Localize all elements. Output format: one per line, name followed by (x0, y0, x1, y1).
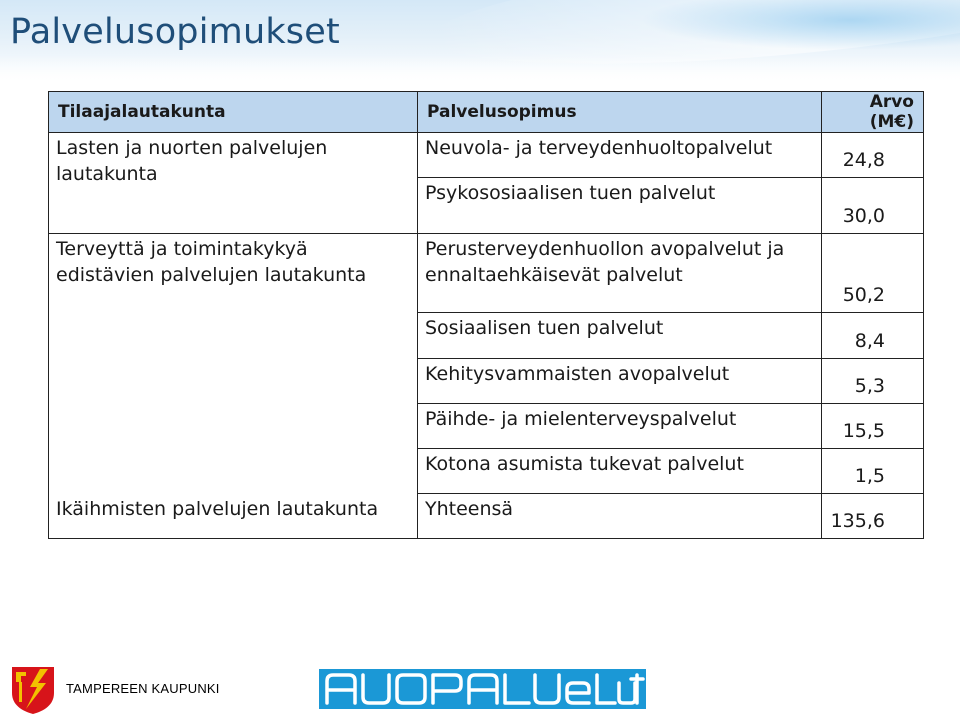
value-cell: 30,0 (822, 178, 924, 234)
contract-cell: Psykososiaalisen tuen palvelut (418, 178, 822, 234)
value-cell: 8,4 (822, 313, 924, 359)
table-row (49, 494, 924, 539)
table-row (49, 133, 924, 178)
value-cell: 15,5 (822, 404, 924, 449)
service-contracts-table (48, 91, 924, 539)
contract-cell: Kotona asumista tukevat palvelut (418, 449, 822, 494)
board-cell: Terveyttä ja toimintakykyä edistävien palvelujen lautakunta (49, 234, 418, 494)
contract-cell: Sosiaalisen tuen palvelut (418, 313, 822, 359)
header-contract: Palvelusopimus (418, 92, 822, 133)
tampere-crest-icon (10, 665, 56, 715)
contract-cell: Perusterveydenhuollon avopalvelut ja ennaltaehkäisevät palvelut (418, 234, 822, 313)
board-cell: Ikäihmisten palvelujen lautakunta (49, 494, 418, 539)
board-cell: Lasten ja nuorten palvelujen lautakunta (49, 133, 418, 234)
city-name: TAMPEREEN KAUPUNKI (66, 681, 220, 696)
contract-cell: Päihde- ja mielenterveyspalvelut (418, 404, 822, 449)
header-value: Arvo (M€) (822, 92, 924, 133)
value-cell: 1,5 (822, 449, 924, 494)
contract-cell: Kehitysvammaisten avopalvelut (418, 359, 822, 404)
table-header-row (49, 92, 924, 133)
contract-cell: Yhteensä (418, 494, 822, 539)
title-fade (0, 55, 960, 82)
avopalvelut-logo (319, 669, 646, 709)
value-cell: 50,2 (822, 234, 924, 313)
header-board: Tilaajalautakunta (49, 92, 418, 133)
page-title: Palvelusopimukset (10, 12, 340, 52)
value-cell: 24,8 (822, 133, 924, 178)
crest-hammer-handle (19, 682, 22, 702)
table-row (49, 234, 924, 313)
contract-cell: Neuvola- ja terveydenhuoltopalvelut (418, 133, 822, 178)
value-cell: 5,3 (822, 359, 924, 404)
value-cell: 135,6 (822, 494, 924, 539)
